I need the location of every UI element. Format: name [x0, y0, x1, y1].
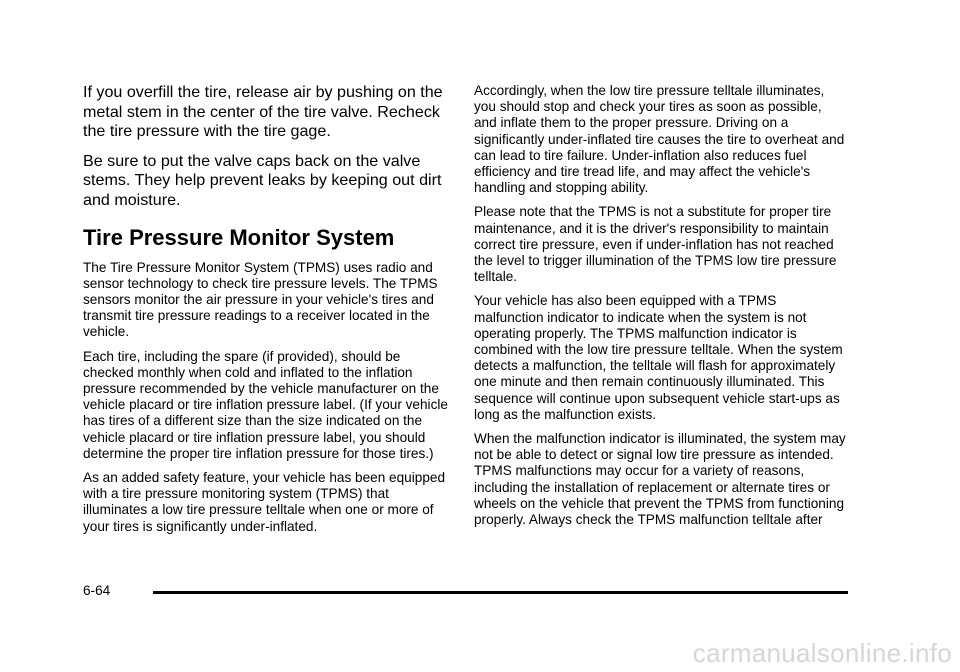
page-number: 6-64	[83, 583, 111, 598]
telltale-paragraph: Accordingly, when the low tire pressure telltale illuminates, you should stop and check your tires as soon as possible, and inflate them to the proper pressure. Driving on a significantly under-inflated tire causes the tire to overheat and can lead to tire failure. Under-inflation also reduces fuel efficiency and tire tread life, and may affect the vehicle's handling and stopping ability.	[474, 83, 845, 196]
valve-caps-paragraph: Be sure to put the valve caps back on the valve stems. They help prevent leaks by keeping out dirt and moisture.	[83, 151, 442, 209]
malfunction-indicator-paragraph: Your vehicle has also been equipped with a TPMS malfunction indicator to indicate when the system is not operating properly. The TPMS malfunction indicator is combined with the low tire pressure telltale. When the system detects a malfunction, the telltale will flash for approximately one minute and then remain continuously illuminated. This sequence will continue upon subsequent vehicle start-ups as long as the malfunction exists.	[474, 293, 843, 422]
left-column	[83, 83, 453, 543]
monthly-check-paragraph: Each tire, including the spare (if provided), should be checked monthly when cold and inflated to the inflation pressure recommended by the vehicle manufacturer on the vehicle placard or tire inflation pressure label. (If your vehicle has tires of a different size than the size indicated on the vehicle placard or tire inflation pressure label, you should determine the proper tire inflation pressure for those tires.)	[83, 348, 448, 461]
safety-feature-paragraph: As an added safety feature, your vehicle has been equipped with a tire pressure monitoring system (TPMS) that illuminates a low tire pressure telltale when one or more of your tires is significantly under-inflated.	[83, 470, 445, 534]
tpms-intro-paragraph: The Tire Pressure Monitor System (TPMS) uses radio and sensor technology to check tire pressure levels. The TPMS sensors monitor the air pressure in your vehicle's tires and transmit tire pressure readings to a receiver located in the vehicle.	[83, 259, 438, 340]
not-substitute-paragraph: Please note that the TPMS is not a substitute for proper tire maintenance, and it is the driver's responsibility to maintain correct tire pressure, even if under-inflation has not reached the level to trigger illumination of the TPMS low tire pressure telltale.	[474, 204, 837, 285]
overfill-paragraph: If you overfill the tire, release air by pushing on the metal stem in the center of the tire valve. Recheck the tire pressure with the tire gage.	[83, 83, 443, 141]
page-footer	[83, 582, 848, 602]
section-heading: Tire Pressure Monitor System	[83, 224, 395, 250]
footer-rule	[153, 591, 848, 594]
watermark: carmanualsonline.info	[692, 638, 952, 668]
malfunction-illuminated-paragraph: When the malfunction indicator is illuminated, the system may not be able to detect or signal low tire pressure as intended. TPMS malfunctions may occur for a variety of reasons, including the installation of replacement or alternate tires or wheels on the vehicle that prevent the TPMS from functioning properly. Always check the TPMS malfunction telltale after	[474, 431, 846, 528]
right-column	[474, 83, 846, 536]
